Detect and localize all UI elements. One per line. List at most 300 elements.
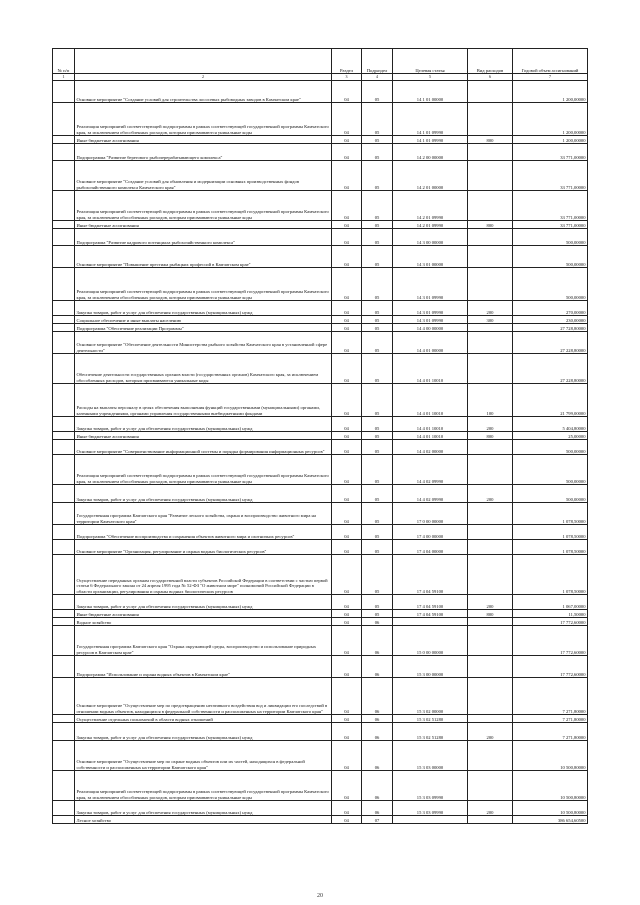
- cell-target-article: 14 4 01 10010: [393, 417, 468, 432]
- cell-podrazdel: 05: [362, 485, 393, 503]
- cell-expense-type: 800: [468, 221, 513, 229]
- cell-expense-type: 800: [468, 136, 513, 144]
- cell-name: Закупка товаров, работ и услуг для обеспечения государственных (муниципальных) нужд: [75, 485, 332, 503]
- cell-target-article: 15 3 03 09990: [393, 801, 468, 816]
- header-podrazdel: Подраздел: [362, 49, 393, 74]
- column-index-cell: 6: [468, 74, 513, 81]
- cell-expense-type: [468, 816, 513, 824]
- cell-podrazdel: 05: [362, 324, 393, 332]
- cell-razdel: 04: [332, 525, 362, 540]
- table-row: [53, 229, 588, 246]
- cell-expense-type: [468, 525, 513, 540]
- budget-table: [52, 48, 588, 824]
- table-row: [53, 354, 588, 384]
- cell-name: Подпрограмма "Обеспечение реализации Программы": [75, 324, 332, 332]
- cell-amount: 500,00000: [513, 455, 588, 485]
- cell-name: Обеспечение деятельности государственных органов власти (государственных органов) Камчатского края, за исключением обособленных расходов, которым присваиваются уникальные коды: [75, 354, 332, 384]
- cell-target-article: 14 3 01 09990: [393, 316, 468, 324]
- cell-podrazdel: 05: [362, 191, 393, 221]
- cell-expense-type: [468, 191, 513, 221]
- table-row: [53, 555, 588, 595]
- table-row: [53, 440, 588, 455]
- cell-podrazdel: 05: [362, 417, 393, 432]
- cell-num: [53, 384, 75, 417]
- table-row: [53, 332, 588, 354]
- cell-expense-type: [468, 440, 513, 455]
- cell-expense-type: [468, 678, 513, 715]
- cell-amount: 500,00000: [513, 485, 588, 503]
- header-num: № п/п: [53, 49, 75, 74]
- cell-num: [53, 816, 75, 824]
- cell-razdel: 04: [332, 229, 362, 246]
- cell-target-article: 15 3 02 51280: [393, 723, 468, 741]
- cell-expense-type: [468, 332, 513, 354]
- cell-amount: 1 200,00000: [513, 103, 588, 136]
- cell-podrazdel: 05: [362, 440, 393, 455]
- cell-amount: 1 200,00000: [513, 136, 588, 144]
- cell-podrazdel: 06: [362, 656, 393, 678]
- cell-expense-type: [468, 715, 513, 723]
- cell-num: [53, 136, 75, 144]
- header-annual-amount: Годовой объем ассигнований: [513, 49, 588, 74]
- cell-expense-type: [468, 455, 513, 485]
- cell-amount: 500,00000: [513, 229, 588, 246]
- cell-num: [53, 246, 75, 268]
- table-row: [53, 678, 588, 715]
- cell-target-article: 14 1 01 00000: [393, 81, 468, 103]
- cell-name: Подпрограмма "Использование и охрана водных объектов в Камчатском крае": [75, 656, 332, 678]
- cell-num: [53, 626, 75, 656]
- cell-num: [53, 540, 75, 555]
- table-row: [53, 595, 588, 610]
- table-row: [53, 221, 588, 229]
- cell-num: [53, 417, 75, 432]
- cell-num: [53, 610, 75, 618]
- cell-amount: 10 500,80000: [513, 801, 588, 816]
- cell-expense-type: [468, 81, 513, 103]
- table-row: [53, 301, 588, 316]
- cell-expense-type: 800: [468, 610, 513, 618]
- cell-target-article: 17 4 04 00000: [393, 540, 468, 555]
- cell-num: [53, 354, 75, 384]
- cell-target-article: 14 4 01 10010: [393, 354, 468, 384]
- cell-target-article: 15 0 00 00000: [393, 626, 468, 656]
- cell-podrazdel: 05: [362, 81, 393, 103]
- cell-target-article: 17 4 04 59100: [393, 555, 468, 595]
- cell-podrazdel: 05: [362, 229, 393, 246]
- cell-podrazdel: 05: [362, 455, 393, 485]
- cell-name: Иные бюджетные ассигнования: [75, 221, 332, 229]
- table-row: [53, 525, 588, 540]
- cell-razdel: 04: [332, 324, 362, 332]
- cell-podrazdel: 05: [362, 525, 393, 540]
- cell-amount: 10 500,80000: [513, 771, 588, 801]
- cell-razdel: 04: [332, 417, 362, 432]
- cell-amount: 11,50000: [513, 610, 588, 618]
- cell-expense-type: [468, 771, 513, 801]
- column-index-cell: 2: [75, 74, 332, 81]
- cell-podrazdel: 06: [362, 618, 393, 626]
- cell-razdel: 04: [332, 656, 362, 678]
- table-row: [53, 610, 588, 618]
- cell-expense-type: 200: [468, 485, 513, 503]
- cell-podrazdel: 05: [362, 540, 393, 555]
- cell-expense-type: [468, 246, 513, 268]
- cell-num: [53, 715, 75, 723]
- cell-target-article: 17 4 04 59100: [393, 610, 468, 618]
- cell-expense-type: [468, 741, 513, 771]
- cell-podrazdel: 06: [362, 678, 393, 715]
- cell-razdel: 04: [332, 485, 362, 503]
- cell-razdel: 04: [332, 741, 362, 771]
- cell-target-article: 14 3 00 00000: [393, 229, 468, 246]
- cell-num: [53, 191, 75, 221]
- table-row: [53, 801, 588, 816]
- header-row: [53, 49, 588, 74]
- cell-podrazdel: 06: [362, 715, 393, 723]
- cell-name: Основное мероприятие "Организация, регулирование и охрана водных биологических ресурсов": [75, 540, 332, 555]
- cell-target-article: 15 3 00 00000: [393, 656, 468, 678]
- table-row: [53, 417, 588, 432]
- cell-name: Подпрограмма "Обеспечение воспроизводства и сохранения объектов животного мира и охотничьих ресурсов": [75, 525, 332, 540]
- cell-podrazdel: 05: [362, 268, 393, 301]
- cell-amount: 27 228,80000: [513, 354, 588, 384]
- cell-num: [53, 161, 75, 191]
- header-target-article: Целевая статья: [393, 49, 468, 74]
- cell-amount: 33 771,00000: [513, 221, 588, 229]
- table-row: [53, 103, 588, 136]
- table-row: [53, 741, 588, 771]
- cell-amount: 500,00000: [513, 246, 588, 268]
- column-index-cell: 5: [393, 74, 468, 81]
- table-row: [53, 723, 588, 741]
- table-row: [53, 324, 588, 332]
- table-row: [53, 268, 588, 301]
- cell-name: Иные бюджетные ассигнования: [75, 432, 332, 440]
- cell-target-article: 14 4 02 00000: [393, 440, 468, 455]
- table-row: [53, 316, 588, 324]
- cell-expense-type: 300: [468, 316, 513, 324]
- cell-razdel: 04: [332, 618, 362, 626]
- cell-amount: 1 078,50000: [513, 555, 588, 595]
- cell-target-article: 14 4 02 09990: [393, 455, 468, 485]
- cell-num: [53, 595, 75, 610]
- column-index-cell: 3: [332, 74, 362, 81]
- cell-razdel: 04: [332, 316, 362, 324]
- cell-target-article: 15 3 03 00000: [393, 741, 468, 771]
- cell-podrazdel: 07: [362, 816, 393, 824]
- column-index-cell: 7: [513, 74, 588, 81]
- table-row: [53, 455, 588, 485]
- cell-expense-type: [468, 618, 513, 626]
- cell-razdel: 04: [332, 626, 362, 656]
- table-row: [53, 144, 588, 161]
- cell-target-article: 14 4 01 00000: [393, 332, 468, 354]
- cell-expense-type: [468, 144, 513, 161]
- cell-expense-type: 200: [468, 801, 513, 816]
- cell-razdel: 04: [332, 103, 362, 136]
- cell-razdel: 04: [332, 301, 362, 316]
- cell-name: Социальное обеспечение и иные выплаты населению: [75, 316, 332, 324]
- cell-amount: 1 078,50000: [513, 540, 588, 555]
- cell-razdel: 04: [332, 384, 362, 417]
- cell-razdel: 04: [332, 246, 362, 268]
- header-razdel: Раздел: [332, 49, 362, 74]
- cell-razdel: 04: [332, 136, 362, 144]
- cell-num: [53, 440, 75, 455]
- cell-razdel: 04: [332, 771, 362, 801]
- cell-name: Осуществление переданных органам государственной власти субъектов Российской Федерации в соответствии с частью первой статьи 6 Федерального закона от 24 апреля 1995 года № 52-ФЗ "О животном мире" полномочий Российской Федерации в области организации, регулирования и охраны водных биологических ресурсов: [75, 555, 332, 595]
- cell-target-article: 14 2 01 09990: [393, 191, 468, 221]
- cell-amount: 7 271,80000: [513, 678, 588, 715]
- cell-razdel: 04: [332, 715, 362, 723]
- cell-name: Закупка товаров, работ и услуг для обеспечения государственных (муниципальных) нужд: [75, 723, 332, 741]
- cell-target-article: 14 3 01 09990: [393, 301, 468, 316]
- cell-num: [53, 268, 75, 301]
- cell-razdel: 04: [332, 144, 362, 161]
- cell-name: Иные бюджетные ассигнования: [75, 136, 332, 144]
- cell-name: Реализация мероприятий соответствующей подпрограммы в рамках соответствующей государственной программы Камчатского края, за исключением обособленных расходов, которым присваиваются уникальные коды: [75, 268, 332, 301]
- cell-target-article: 17 0 00 00000: [393, 503, 468, 525]
- cell-target-article: 14 2 01 00000: [393, 161, 468, 191]
- cell-num: [53, 332, 75, 354]
- table-row: [53, 771, 588, 801]
- cell-target-article: 14 4 01 10010: [393, 432, 468, 440]
- cell-podrazdel: 06: [362, 801, 393, 816]
- cell-amount: 1 078,50000: [513, 503, 588, 525]
- cell-podrazdel: 06: [362, 723, 393, 741]
- cell-amount: 33 771,00000: [513, 161, 588, 191]
- cell-razdel: 04: [332, 540, 362, 555]
- cell-amount: 386 654,60500: [513, 816, 588, 824]
- cell-razdel: 04: [332, 555, 362, 595]
- cell-target-article: 14 4 01 10010: [393, 384, 468, 417]
- cell-target-article: 15 3 02 51280: [393, 715, 468, 723]
- cell-podrazdel: 05: [362, 221, 393, 229]
- cell-target-article: [393, 618, 468, 626]
- column-index-cell: 1: [53, 74, 75, 81]
- cell-podrazdel: 05: [362, 246, 393, 268]
- cell-name: Основное мероприятие "Совершенствование информационной системы и порядка формирования информационных ресурсов": [75, 440, 332, 455]
- cell-target-article: 15 3 03 09990: [393, 771, 468, 801]
- cell-podrazdel: 05: [362, 316, 393, 324]
- cell-razdel: 04: [332, 332, 362, 354]
- cell-num: [53, 103, 75, 136]
- cell-num: [53, 618, 75, 626]
- cell-amount: 25,00000: [513, 432, 588, 440]
- cell-name: Водное хозяйство: [75, 618, 332, 626]
- page-number: 20: [317, 893, 323, 899]
- cell-amount: 21 799,00000: [513, 384, 588, 417]
- cell-expense-type: 200: [468, 301, 513, 316]
- cell-name: Основное мероприятие "Обеспечение деятельности Министерства рыбного хозяйства Камчатского края в установленной сфере деятельности": [75, 332, 332, 354]
- header-expense-type: Вид расходов: [468, 49, 513, 74]
- cell-razdel: 04: [332, 268, 362, 301]
- cell-podrazdel: 05: [362, 144, 393, 161]
- cell-expense-type: 200: [468, 417, 513, 432]
- table-row: [53, 503, 588, 525]
- cell-expense-type: [468, 540, 513, 555]
- cell-expense-type: [468, 324, 513, 332]
- table-row: [53, 136, 588, 144]
- cell-amount: 17 772,60000: [513, 626, 588, 656]
- cell-razdel: 04: [332, 81, 362, 103]
- cell-amount: 17 772,60000: [513, 656, 588, 678]
- cell-razdel: 04: [332, 191, 362, 221]
- cell-podrazdel: 05: [362, 595, 393, 610]
- table-row: [53, 384, 588, 417]
- cell-podrazdel: 05: [362, 384, 393, 417]
- cell-expense-type: [468, 626, 513, 656]
- cell-name: Основное мероприятие "Повышение престижа рыбацких профессий в Камчатском крае": [75, 246, 332, 268]
- column-index-row: [53, 74, 588, 81]
- cell-target-article: 14 1 01 09990: [393, 103, 468, 136]
- cell-amount: 1 200,00000: [513, 81, 588, 103]
- cell-razdel: 04: [332, 354, 362, 384]
- table-row: [53, 191, 588, 221]
- cell-name: Основное мероприятие "Создание условий для строительства лососевых рыбоводных заводов в Камчатском крае": [75, 81, 332, 103]
- cell-amount: 33 771,00000: [513, 191, 588, 221]
- cell-expense-type: [468, 354, 513, 384]
- cell-name: Закупка товаров, работ и услуг для обеспечения государственных (муниципальных) нужд: [75, 595, 332, 610]
- table-row: [53, 432, 588, 440]
- table-body: [53, 81, 588, 824]
- cell-num: [53, 221, 75, 229]
- cell-num: [53, 432, 75, 440]
- cell-podrazdel: 06: [362, 626, 393, 656]
- cell-num: [53, 229, 75, 246]
- table-row: [53, 656, 588, 678]
- cell-razdel: 04: [332, 678, 362, 715]
- cell-target-article: 14 2 00 00000: [393, 144, 468, 161]
- cell-name: Осуществление отдельных полномочий в области водных отношений: [75, 715, 332, 723]
- cell-num: [53, 324, 75, 332]
- cell-name: Реализация мероприятий соответствующей подпрограммы в рамках соответствующей государственной программы Камчатского края, за исключением обособленных расходов, которым присваиваются уникальные коды: [75, 103, 332, 136]
- cell-expense-type: 800: [468, 432, 513, 440]
- cell-amount: 1 078,50000: [513, 525, 588, 540]
- cell-razdel: 04: [332, 816, 362, 824]
- cell-num: [53, 81, 75, 103]
- table-row: [53, 626, 588, 656]
- cell-razdel: 04: [332, 723, 362, 741]
- cell-name: Расходы на выплаты персоналу в целях обеспечения выполнения функций государственными (муниципальными) органами, казенными учреждениями, органами управления государственными внебюджетными фондами: [75, 384, 332, 417]
- cell-amount: 7 271,80000: [513, 715, 588, 723]
- cell-num: [53, 555, 75, 595]
- cell-expense-type: 200: [468, 723, 513, 741]
- cell-expense-type: [468, 161, 513, 191]
- cell-podrazdel: 06: [362, 771, 393, 801]
- header-name: [75, 49, 332, 74]
- cell-name: Лесное хозяйство: [75, 816, 332, 824]
- cell-target-article: 17 4 04 59100: [393, 595, 468, 610]
- cell-expense-type: [468, 503, 513, 525]
- cell-razdel: 04: [332, 801, 362, 816]
- cell-target-article: 14 3 01 09990: [393, 268, 468, 301]
- cell-name: Закупка товаров, работ и услуг для обеспечения государственных (муниципальных) нужд: [75, 301, 332, 316]
- cell-razdel: 04: [332, 161, 362, 191]
- cell-podrazdel: 05: [362, 136, 393, 144]
- cell-podrazdel: 05: [362, 503, 393, 525]
- cell-num: [53, 771, 75, 801]
- cell-name: Государственная программа Камчатского края "Развитие лесного хозяйства, охрана и воспроизводство животного мира на территории Камчатского края": [75, 503, 332, 525]
- table-row: [53, 161, 588, 191]
- cell-target-article: 17 4 00 00000: [393, 525, 468, 540]
- cell-podrazdel: 05: [362, 301, 393, 316]
- cell-amount: 270,00000: [513, 301, 588, 316]
- cell-name: Закупка товаров, работ и услуг для обеспечения государственных (муниципальных) нужд: [75, 417, 332, 432]
- cell-amount: 500,00000: [513, 440, 588, 455]
- cell-num: [53, 301, 75, 316]
- cell-num: [53, 316, 75, 324]
- cell-name: Реализация мероприятий соответствующей подпрограммы в рамках соответствующей государственной программы Камчатского края, за исключением обособленных расходов, которым присваиваются уникальные коды: [75, 191, 332, 221]
- cell-podrazdel: 05: [362, 610, 393, 618]
- cell-razdel: 04: [332, 610, 362, 618]
- cell-target-article: 14 1 01 09990: [393, 136, 468, 144]
- cell-amount: 5 404,80000: [513, 417, 588, 432]
- cell-amount: 27 228,80000: [513, 332, 588, 354]
- cell-num: [53, 741, 75, 771]
- cell-num: [53, 525, 75, 540]
- cell-amount: 27 728,80000: [513, 324, 588, 332]
- cell-razdel: 04: [332, 432, 362, 440]
- cell-num: [53, 144, 75, 161]
- table-row: [53, 246, 588, 268]
- table-row: [53, 618, 588, 626]
- cell-podrazdel: 05: [362, 332, 393, 354]
- cell-expense-type: 100: [468, 384, 513, 417]
- cell-target-article: 14 3 01 00000: [393, 246, 468, 268]
- cell-target-article: 15 3 02 00000: [393, 678, 468, 715]
- cell-name: Закупка товаров, работ и услуг для обеспечения государственных (муниципальных) нужд: [75, 801, 332, 816]
- cell-expense-type: [468, 268, 513, 301]
- cell-expense-type: [468, 555, 513, 595]
- cell-amount: 500,00000: [513, 268, 588, 301]
- cell-num: [53, 455, 75, 485]
- cell-podrazdel: 05: [362, 555, 393, 595]
- cell-razdel: 04: [332, 455, 362, 485]
- cell-num: [53, 503, 75, 525]
- cell-expense-type: [468, 229, 513, 246]
- cell-razdel: 04: [332, 503, 362, 525]
- table-row: [53, 715, 588, 723]
- cell-amount: 230,00000: [513, 316, 588, 324]
- cell-num: [53, 678, 75, 715]
- cell-name: Основное мероприятие "Создание условий для обновления и модернизации основных производственных фондов рыбохозяйственного комплекса Камчатского края": [75, 161, 332, 191]
- cell-expense-type: 200: [468, 595, 513, 610]
- table-row: [53, 540, 588, 555]
- cell-num: [53, 801, 75, 816]
- cell-name: Подпрограмма "Развитие берегового рыбоперерабатывающего комплекса": [75, 144, 332, 161]
- cell-razdel: 04: [332, 221, 362, 229]
- cell-name: Реализация мероприятий соответствующей подпрограммы в рамках соответствующей государственной программы Камчатского края, за исключением обособленных расходов, которым присваиваются уникальные коды: [75, 771, 332, 801]
- cell-name: Реализация мероприятий соответствующей подпрограммы в рамках соответствующей государственной программы Камчатского края, за исключением обособленных расходов, которым присваиваются уникальные коды: [75, 455, 332, 485]
- cell-razdel: 04: [332, 595, 362, 610]
- cell-name: Основное мероприятие "Осуществление мер по предотвращению негативного воздействия вод и ликвидации его последствий в отношении водных объектов, находящихся в федеральной собственности и расположенных на территории Камчатского края": [75, 678, 332, 715]
- column-index-cell: 4: [362, 74, 393, 81]
- cell-amount: 7 271,80000: [513, 723, 588, 741]
- cell-podrazdel: 06: [362, 741, 393, 771]
- table-row: [53, 816, 588, 824]
- cell-amount: 10 500,80000: [513, 741, 588, 771]
- cell-target-article: 14 4 02 09990: [393, 485, 468, 503]
- cell-podrazdel: 05: [362, 432, 393, 440]
- cell-podrazdel: 05: [362, 354, 393, 384]
- cell-name: Государственная программа Камчатского края "Охрана окружающей среды, воспроизводство и использование природных ресурсов в Камчатском крае": [75, 626, 332, 656]
- cell-num: [53, 723, 75, 741]
- cell-target-article: 14 4 00 00000: [393, 324, 468, 332]
- cell-amount: 33 771,00000: [513, 144, 588, 161]
- cell-amount: 17 772,60000: [513, 618, 588, 626]
